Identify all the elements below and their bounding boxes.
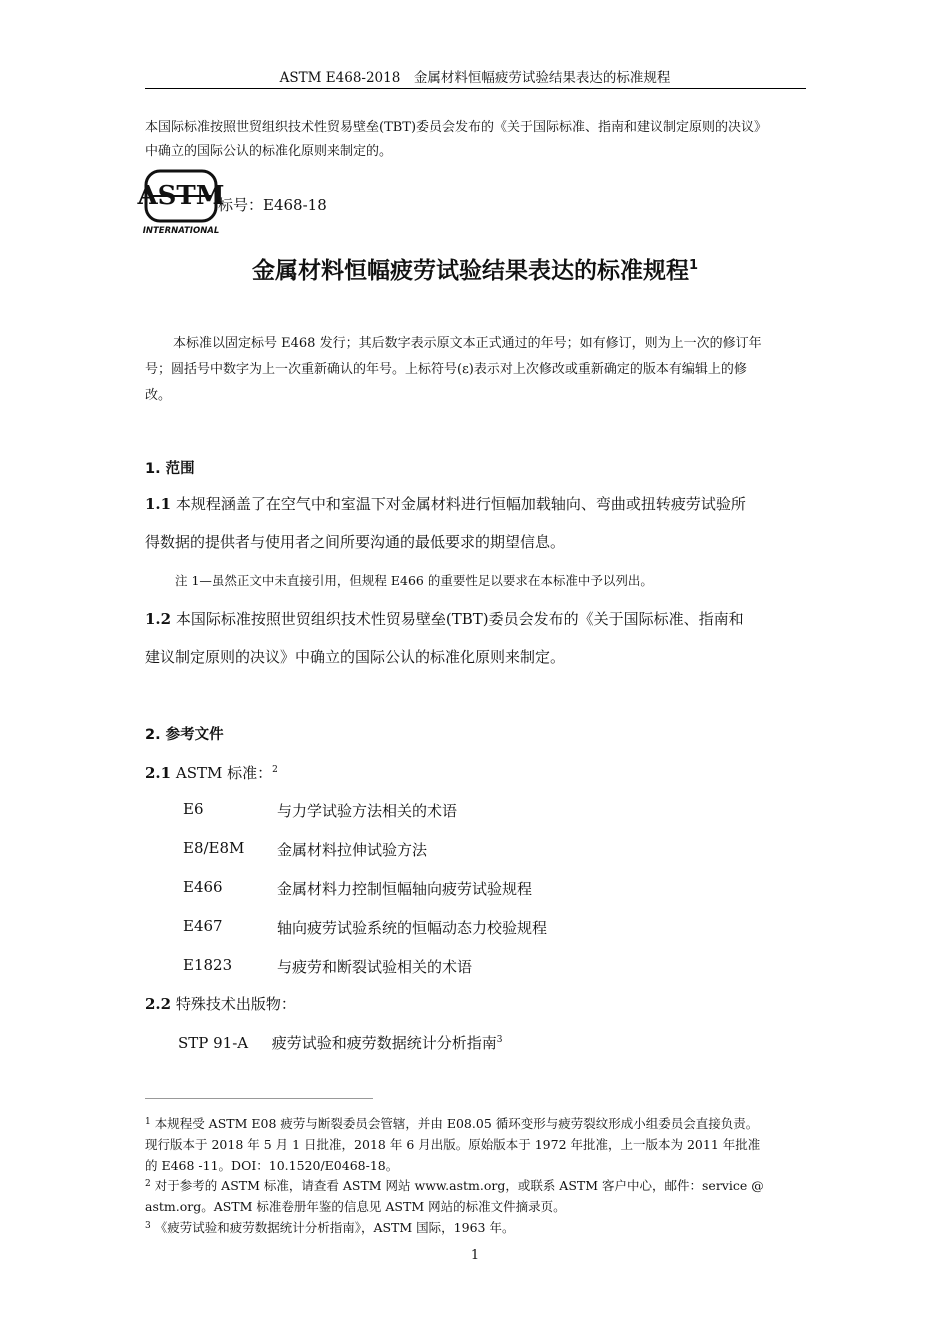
paragraph-1-2 <box>145 600 808 676</box>
ref-code: E6 <box>183 800 204 818</box>
ref-desc: 轴向疲劳试验系统的恒幅动态力校验规程 <box>277 919 548 937</box>
ref-code: E467 <box>183 917 223 935</box>
astm-logo-subtext: INTERNATIONAL <box>142 226 220 236</box>
footnote-text: 现行版本于 2018 年 5 月 1 日批准，2018 年 6 月出版。原始版本于 1972 年批准，上一版本为 2011 年批准 <box>145 1137 761 1152</box>
title-text: 金属材料恒幅疲劳试验结果表达的标准规程 <box>251 258 689 284</box>
footnote-text: astm.org。ASTM 标准卷册年鉴的信息见 ASTM 网站的标准文件摘录页。 <box>145 1199 566 1214</box>
document-title <box>145 252 805 285</box>
ref-code: E466 <box>183 878 223 896</box>
ref-code: E8/E8M <box>183 839 245 857</box>
designation: 标号：E468-18 <box>218 196 327 214</box>
stp-reference <box>178 1032 502 1053</box>
paragraph-2-1 <box>145 752 808 791</box>
astm-logo <box>137 170 225 236</box>
footnote-text: 本规程受 ASTM E08 疲劳与断裂委员会管辖，并由 E08.05 循环变形与疲劳裂纹形成小组委员会直接负责。 <box>150 1116 759 1131</box>
page-number: 1 <box>470 1248 480 1263</box>
para-text: ASTM 标准： <box>171 764 273 782</box>
para-number: 2.2 <box>145 995 172 1013</box>
astm-logo-mark <box>137 170 225 236</box>
paragraph-1-1 <box>145 485 808 561</box>
para-text: 本国际标准按照世贸组织技术性贸易壁垒(TBT)委员会发布的《关于国际标准、指南和 <box>171 610 744 628</box>
ref-desc: 金属材料拉伸试验方法 <box>277 841 428 859</box>
footnote-rule <box>145 1098 373 1099</box>
section-1-heading: 1. 范围 <box>145 461 195 477</box>
stp-desc: 疲劳试验和疲劳数据统计分析指南 <box>271 1034 497 1052</box>
footnote-mark: 3 <box>145 1221 151 1231</box>
footnote-text: 《疲劳试验和疲劳数据统计分析指南》，ASTM 国际，1963 年。 <box>150 1220 515 1235</box>
footnote-1 <box>145 1112 805 1176</box>
page-header: ASTM E468-2018 金属材料恒幅疲劳试验结果表达的标准规程 <box>279 70 671 86</box>
footnote-3 <box>145 1216 805 1238</box>
para-number: 1.1 <box>145 495 172 513</box>
title-footnote-mark: 1 <box>688 258 699 273</box>
paragraph-2-2 <box>145 986 808 1022</box>
ref-desc: 金属材料力控制恒幅轴向疲劳试验规程 <box>277 880 533 898</box>
intro-line: 中确立的国际公认的标准化原则来制定的。 <box>145 144 393 159</box>
footnote-mark: 1 <box>145 1117 151 1127</box>
stp-code: STP 91-A <box>178 1034 249 1052</box>
footnote-mark: 2 <box>145 1179 151 1189</box>
astm-logo-text: ASTM <box>137 181 225 211</box>
para-text: 特殊技术出版物： <box>171 995 296 1013</box>
footnote-2 <box>145 1174 805 1217</box>
footnote-mark: 3 <box>496 1035 503 1045</box>
standard-note-line: 改。 <box>145 388 172 403</box>
para-text: 得数据的提供者与使用者之间所要沟通的最低要求的期望信息。 <box>145 533 566 551</box>
standard-note-line: 号；圆括号中数字为上一次重新确认的年号。上标符号(ε)表示对上次修改或重新确定的版本有编辑上的修 <box>145 362 747 377</box>
ref-code: E1823 <box>183 956 233 974</box>
intro-paragraph <box>145 116 810 164</box>
ref-desc: 与疲劳和断裂试验相关的术语 <box>277 958 473 976</box>
standard-note <box>145 331 808 409</box>
para-text: 本规程涵盖了在空气中和室温下对金属材料进行恒幅加载轴向、弯曲或扭转疲劳试验所 <box>171 495 746 513</box>
para-number: 2.1 <box>145 764 172 782</box>
para-number: 1.2 <box>145 610 172 628</box>
header-rule <box>145 88 806 89</box>
ref-desc: 与力学试验方法相关的术语 <box>277 802 458 820</box>
note-1: 注 1—虽然正文中未直接引用，但规程 E466 的重要性足以要求在本标准中予以列出。 <box>175 573 653 588</box>
footnote-mark: 2 <box>272 765 278 775</box>
intro-line: 本国际标准按照世贸组织技术性贸易壁垒(TBT)委员会发布的《关于国际标准、指南和建议制定原则的决议》 <box>145 120 768 135</box>
section-2-heading: 2. 参考文件 <box>145 727 224 743</box>
para-text: 建议制定原则的决议》中确立的国际公认的标准化原则来制定。 <box>145 648 566 666</box>
standard-note-line: 本标准以固定标号 E468 发行；其后数字表示原文本正式通过的年号；如有修订，则为上一次的修订年 <box>173 336 762 351</box>
footnote-text: 的 E468 -11。DOI：10.1520/E0468-18。 <box>145 1158 399 1173</box>
footnote-text: 对于参考的 ASTM 标准，请查看 ASTM 网站 www.astm.org，或联系 ASTM 客户中心，邮件：service @ <box>150 1178 764 1193</box>
